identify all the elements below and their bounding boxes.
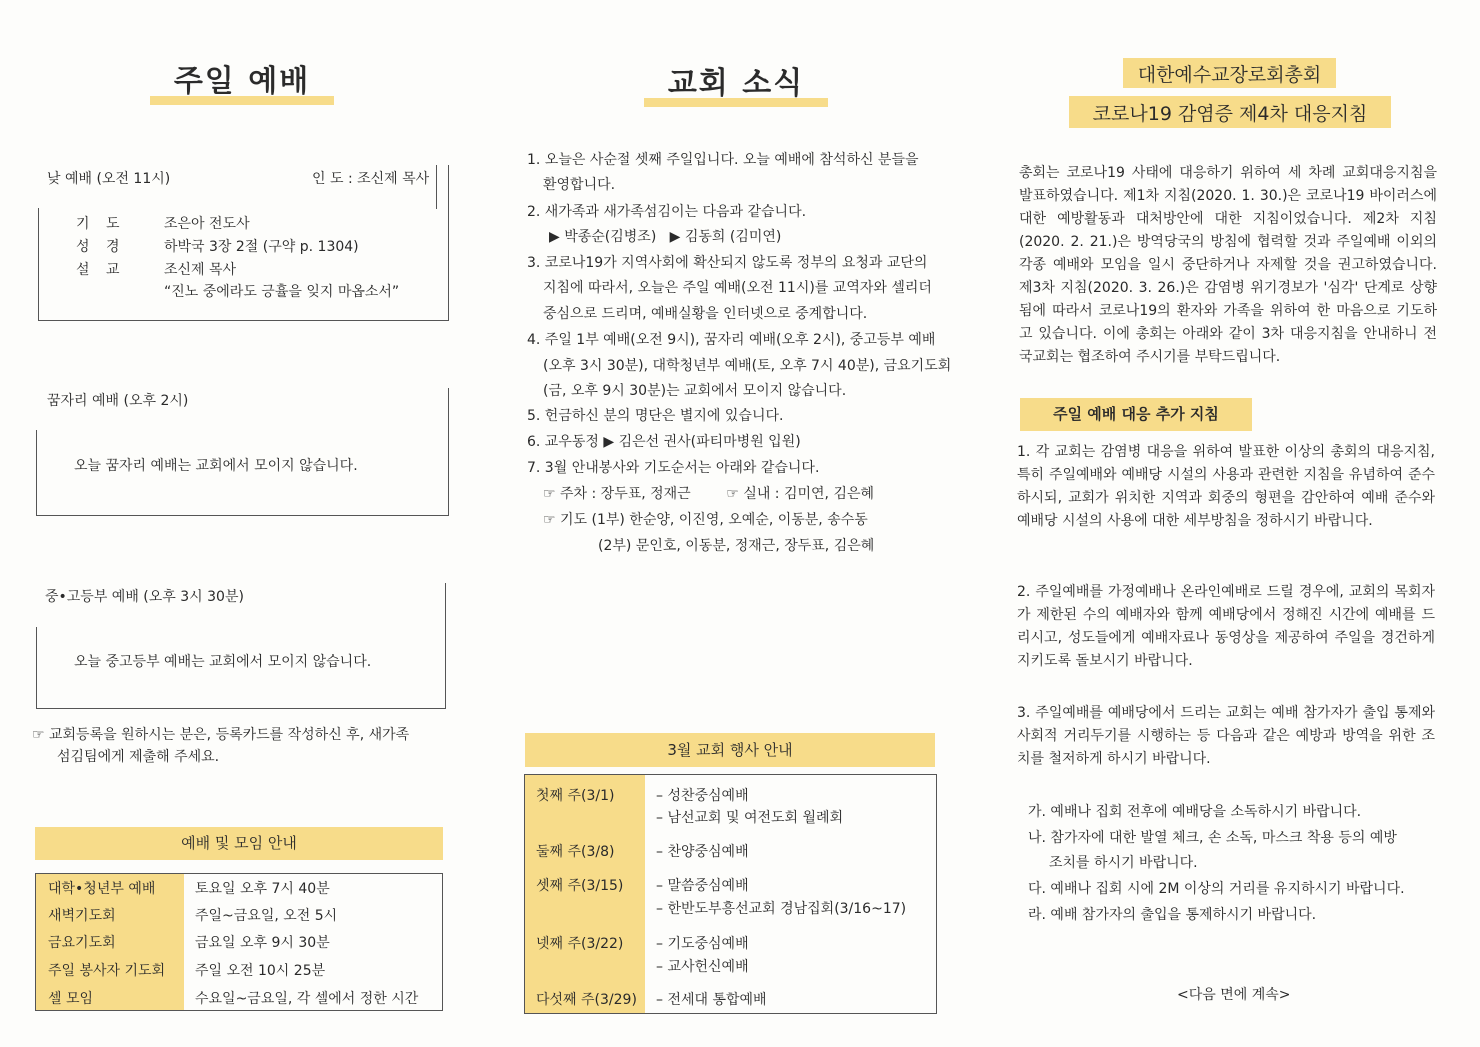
noon-service-heading: 낮 예배 (오전 11시) <box>47 171 171 187</box>
sermon-label: 설 교 <box>76 262 126 278</box>
continued-note: <다음 면에 계속> <box>1177 987 1291 1003</box>
meeting-time: 주일~금요일, 오전 5시 <box>195 908 338 924</box>
prayer-value: 조은아 전도사 <box>164 216 250 232</box>
divider <box>436 165 437 209</box>
news-line: 지침에 따라서, 오늘은 주일 예배(오전 11시)를 교역자와 셀리더 <box>543 280 932 296</box>
event-item: – 기도중심예배 <box>656 936 749 952</box>
guideline-subitem: 라. 예배 참가자의 출입을 통제하시기 바랍니다. <box>1028 907 1317 923</box>
page-title-news: 교회 소식 <box>667 66 805 101</box>
meeting-time: 주일 오전 10시 25분 <box>195 963 326 979</box>
meetings-table <box>35 873 443 1011</box>
news-line: 7. 3월 안내봉사와 기도순서는 아래와 같습니다. <box>527 460 820 476</box>
meeting-name: 셀 모임 <box>48 991 94 1007</box>
noon-service-leader: 인 도 : 조신제 목사 <box>312 171 430 187</box>
event-item: – 말씀중심예배 <box>656 878 749 894</box>
news-line: 환영합니다. <box>543 177 616 193</box>
guideline-item-1: 1. 각 교회는 감염병 대응을 위하여 발표한 이상의 총회의 대응지침, 특히 주일예배와 예배당 시설의 사용과 관련한 지침을 유념하여 준수하시되, 교회가 위치한 지역과 회중의 형편을 감안하여 예배 준수와 예배당 시설의 사용에 대한 세부방침을 정하시기 바랍니다. <box>1017 444 1435 529</box>
event-item: – 교사헌신예배 <box>656 959 749 975</box>
news-line: (2부) 문인호, 이동분, 정재근, 장두표, 김은혜 <box>598 538 875 554</box>
event-week: 다섯째 주(3/29) <box>536 992 637 1008</box>
sermon-title: “진노 중에라도 긍휼을 잊지 마옵소서” <box>164 284 400 300</box>
meeting-name: 금요기도회 <box>48 935 116 951</box>
meeting-time: 금요일 오후 9시 30분 <box>195 935 330 951</box>
news-line: (오후 3시 30분), 대학청년부 예배(토, 오후 7시 40분), 금요기도회 <box>543 358 952 374</box>
event-item: – 남선교회 및 여전도회 월례회 <box>656 810 844 826</box>
event-week: 넷째 주(3/22) <box>536 936 624 952</box>
scripture-value: 하박국 3장 2절 (구약 p. 1304) <box>164 239 359 255</box>
news-line: 6. 교우동정 ▶ 김은선 권사(파티마병원 입원) <box>527 434 801 450</box>
meeting-name: 새벽기도회 <box>48 908 116 924</box>
registration-notice: ☞ 교회등록을 원하시는 분은, 등록카드를 작성하신 후, 새가족 <box>32 727 410 743</box>
meeting-name: 주일 봉사자 기도회 <box>48 963 166 979</box>
event-week: 둘째 주(3/8) <box>536 844 615 860</box>
events-title: 3월 교회 행사 안내 <box>525 733 935 767</box>
news-line: 1. 오늘은 사순절 셋째 주일입니다. 오늘 예배에 참석하신 분들을 <box>527 152 919 168</box>
meeting-time: 토요일 오후 7시 40분 <box>195 881 330 897</box>
kids-service-heading: 꿈자리 예배 (오후 2시) <box>47 393 189 409</box>
guideline-item-3: 3. 주일예배를 예배당에서 드리는 교회는 예배 참가자가 출입 통제와 사회적 거리두기를 시행하는 등 다음과 같은 예방과 방역을 위한 조치를 철저하게 하시기 바랍니다. <box>1017 705 1435 767</box>
youth-service-heading: 중•고등부 예배 (오후 3시 30분) <box>45 589 244 605</box>
event-week: 셋째 주(3/15) <box>536 878 624 894</box>
kids-service-text: 오늘 꿈자리 예배는 교회에서 모이지 않습니다. <box>74 458 358 474</box>
events-table <box>524 774 937 1014</box>
sermon-value: 조신제 목사 <box>164 262 237 278</box>
guideline-subitem: 나. 참가자에 대한 발열 체크, 손 소독, 마스크 착용 등의 예방 <box>1028 830 1397 846</box>
meetings-title: 예배 및 모임 안내 <box>35 827 443 860</box>
news-line: 3. 코로나19가 지역사회에 확산되지 않도록 정부의 요청과 교단의 <box>527 255 928 271</box>
event-item: – 전세대 통합예배 <box>656 992 767 1008</box>
news-line: 2. 새가족과 새가족섬김이는 다음과 같습니다. <box>527 204 807 220</box>
event-item: – 찬양중심예배 <box>656 844 749 860</box>
guideline-org-title: 대한예수교장로회총회 <box>1137 64 1322 86</box>
news-line: 4. 주일 1부 예배(오전 9시), 꿈자리 예배(오후 2시), 중고등부 예배 <box>527 332 936 348</box>
guideline-title: 코로나19 감염증 제4차 대응지침 <box>1092 103 1368 125</box>
registration-notice: 섬김팀에게 제출해 주세요. <box>57 749 220 765</box>
guideline-subitem: 다. 예배나 집회 시에 2M 이상의 거리를 유지하시기 바랍니다. <box>1028 881 1405 897</box>
scripture-label: 성 경 <box>76 239 126 255</box>
meeting-name: 대학•청년부 예배 <box>48 881 156 897</box>
event-item: – 성찬중심예배 <box>656 788 749 804</box>
guideline-intro: 총회는 코로나19 사태에 대응하기 위하여 세 차례 교회대응지침을 발표하였습니다. 제1차 지침(2020. 1. 30.)은 코로나19 바이러스에 대한 예방활동과 대처방안에 대한 지침이었습니다. 제2차 지침(2020. 2. 21.)은 방역당국의 방침에 협력할 것과 주일예배 이외의 각종 예배와 모임을 일시 중단하거나 자제할 것을 권고하였습니다. 제3차 지침(2020. 3. 26.)은 감염병 위기경보가 '심각' 단계로 상향됨에 따라서 코로나19의 환자와 가족을 위하여 한 마음으로 기도하고 있습니다. 이에 총회는 아래와 같이 3차 대응지침을 안내하니 전국교회는 협조하여 주시기를 부탁드립니다. <box>1019 165 1437 365</box>
news-line: ☞ 기도 (1부) 한순양, 이진영, 오예순, 이동분, 송수동 <box>543 512 868 528</box>
guideline-item-2: 2. 주일예배를 가정예배나 온라인예배로 드릴 경우에, 교회의 목회자가 제한된 수의 예배자와 함께 예배당에서 정해진 시간에 예배를 드리시고, 성도들에게 예배자료나 동영상을 제공하여 주일을 경건하게 지키도록 돌보시기 바랍니다. <box>1017 584 1435 669</box>
guideline-subhead: 주일 예배 대응 추가 지침 <box>1020 398 1252 431</box>
news-line: 중심으로 드리며, 예배실황을 인터넷으로 중계합니다. <box>543 306 868 322</box>
guideline-subitem: 조치를 하시기 바랍니다. <box>1049 855 1198 871</box>
prayer-label: 기 도 <box>76 216 126 232</box>
meeting-time: 수요일~금요일, 각 셀에서 정한 시간 <box>195 991 419 1007</box>
news-line: ▶ 박종순(김병조) ▶ 김동희 (김미연) <box>549 229 782 245</box>
news-line: (금, 오후 9시 30분)는 교회에서 모이지 않습니다. <box>543 383 847 399</box>
news-line: 5. 헌금하신 분의 명단은 별지에 있습니다. <box>527 408 784 424</box>
news-line: ☞ 주차 : 장두표, 정재근 ☞ 실내 : 김미연, 김은혜 <box>543 486 875 502</box>
guideline-subitem: 가. 예배나 집회 전후에 예배당을 소독하시기 바랍니다. <box>1028 804 1362 820</box>
youth-service-text: 오늘 중고등부 예배는 교회에서 모이지 않습니다. <box>74 654 372 670</box>
page-title-worship: 주일 예배 <box>173 64 311 99</box>
divider <box>448 165 449 320</box>
event-item: – 한반도부흥선교회 경남집회(3/16~17) <box>656 901 907 917</box>
event-week: 첫째 주(3/1) <box>536 788 615 804</box>
